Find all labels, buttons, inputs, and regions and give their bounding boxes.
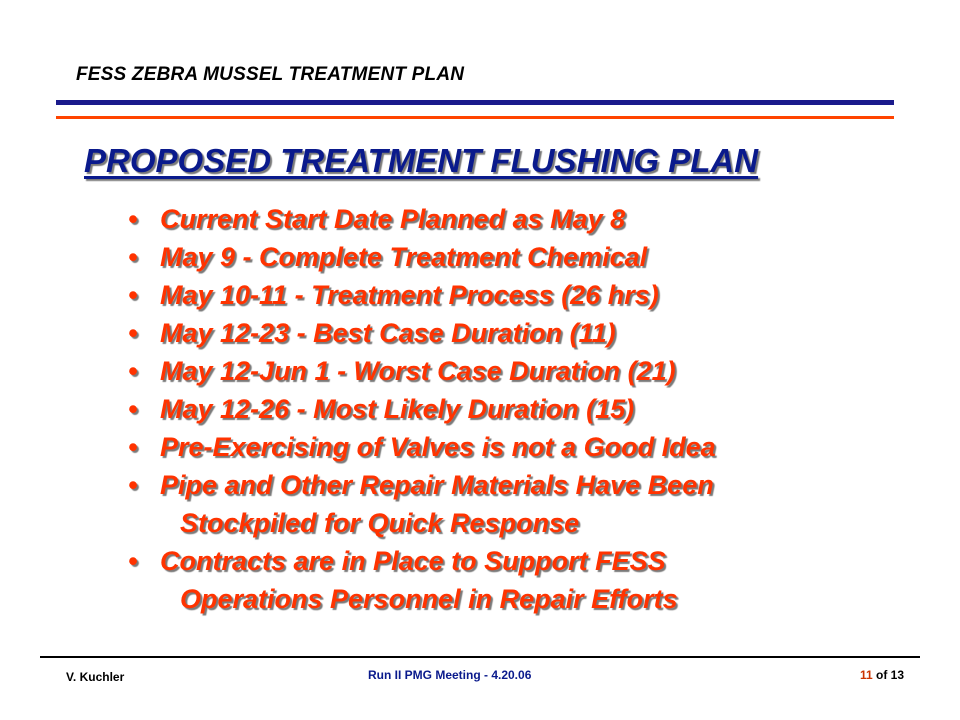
bullet-text-continuation: Operations Personnel in Repair Efforts xyxy=(180,584,678,614)
page-current: 11 xyxy=(860,668,873,682)
bullet-icon: • xyxy=(128,546,138,576)
bullet-text: May 12-26 - Most Likely Duration (15) xyxy=(160,394,635,424)
main-heading: PROPOSED TREATMENT FLUSHING PLAN xyxy=(84,142,759,179)
footer-meeting: Run II PMG Meeting - 4.20.06 xyxy=(368,668,532,682)
bullet-text: Pre-Exercising of Valves is not a Good Idea xyxy=(160,432,716,462)
bullet-icon: • xyxy=(128,356,138,386)
bullet-item xyxy=(128,428,716,466)
header-title: FESS ZEBRA MUSSEL TREATMENT PLAN xyxy=(76,64,465,85)
bullet-text: Contracts are in Place to Support FESS xyxy=(160,546,666,576)
bullet-item xyxy=(128,542,716,618)
bullet-icon: • xyxy=(128,318,138,348)
bullet-item xyxy=(128,352,716,390)
footer-author: V. Kuchler xyxy=(66,670,125,684)
bullet-text: May 10-11 - Treatment Process (26 hrs) xyxy=(160,280,659,310)
bullet-item xyxy=(128,466,716,542)
header-rule-blue xyxy=(56,100,894,105)
bullet-text: May 9 - Complete Treatment Chemical xyxy=(160,242,648,272)
bullet-list xyxy=(128,200,716,618)
header-rule-orange xyxy=(56,116,894,119)
bullet-item xyxy=(128,200,716,238)
page-total: of 13 xyxy=(872,668,905,682)
bullet-icon: • xyxy=(128,394,138,424)
bullet-text: Current Start Date Planned as May 8 xyxy=(160,204,626,234)
bullet-text: Pipe and Other Repair Materials Have Been xyxy=(160,470,714,500)
bullet-icon: • xyxy=(128,432,138,462)
bullet-item xyxy=(128,390,716,428)
bullet-text: May 12-Jun 1 - Worst Case Duration (21) xyxy=(160,356,676,386)
bullet-icon: • xyxy=(128,470,138,500)
bullet-item xyxy=(128,314,716,352)
bullet-item xyxy=(128,238,716,276)
bullet-text: May 12-23 - Best Case Duration (11) xyxy=(160,318,616,348)
bullet-icon: • xyxy=(128,204,138,234)
footer-page-number xyxy=(860,668,904,682)
bullet-text-continuation: Stockpiled for Quick Response xyxy=(180,508,580,538)
footer-rule xyxy=(40,656,920,658)
bullet-item xyxy=(128,276,716,314)
bullet-icon: • xyxy=(128,280,138,310)
bullet-icon: • xyxy=(128,242,138,272)
